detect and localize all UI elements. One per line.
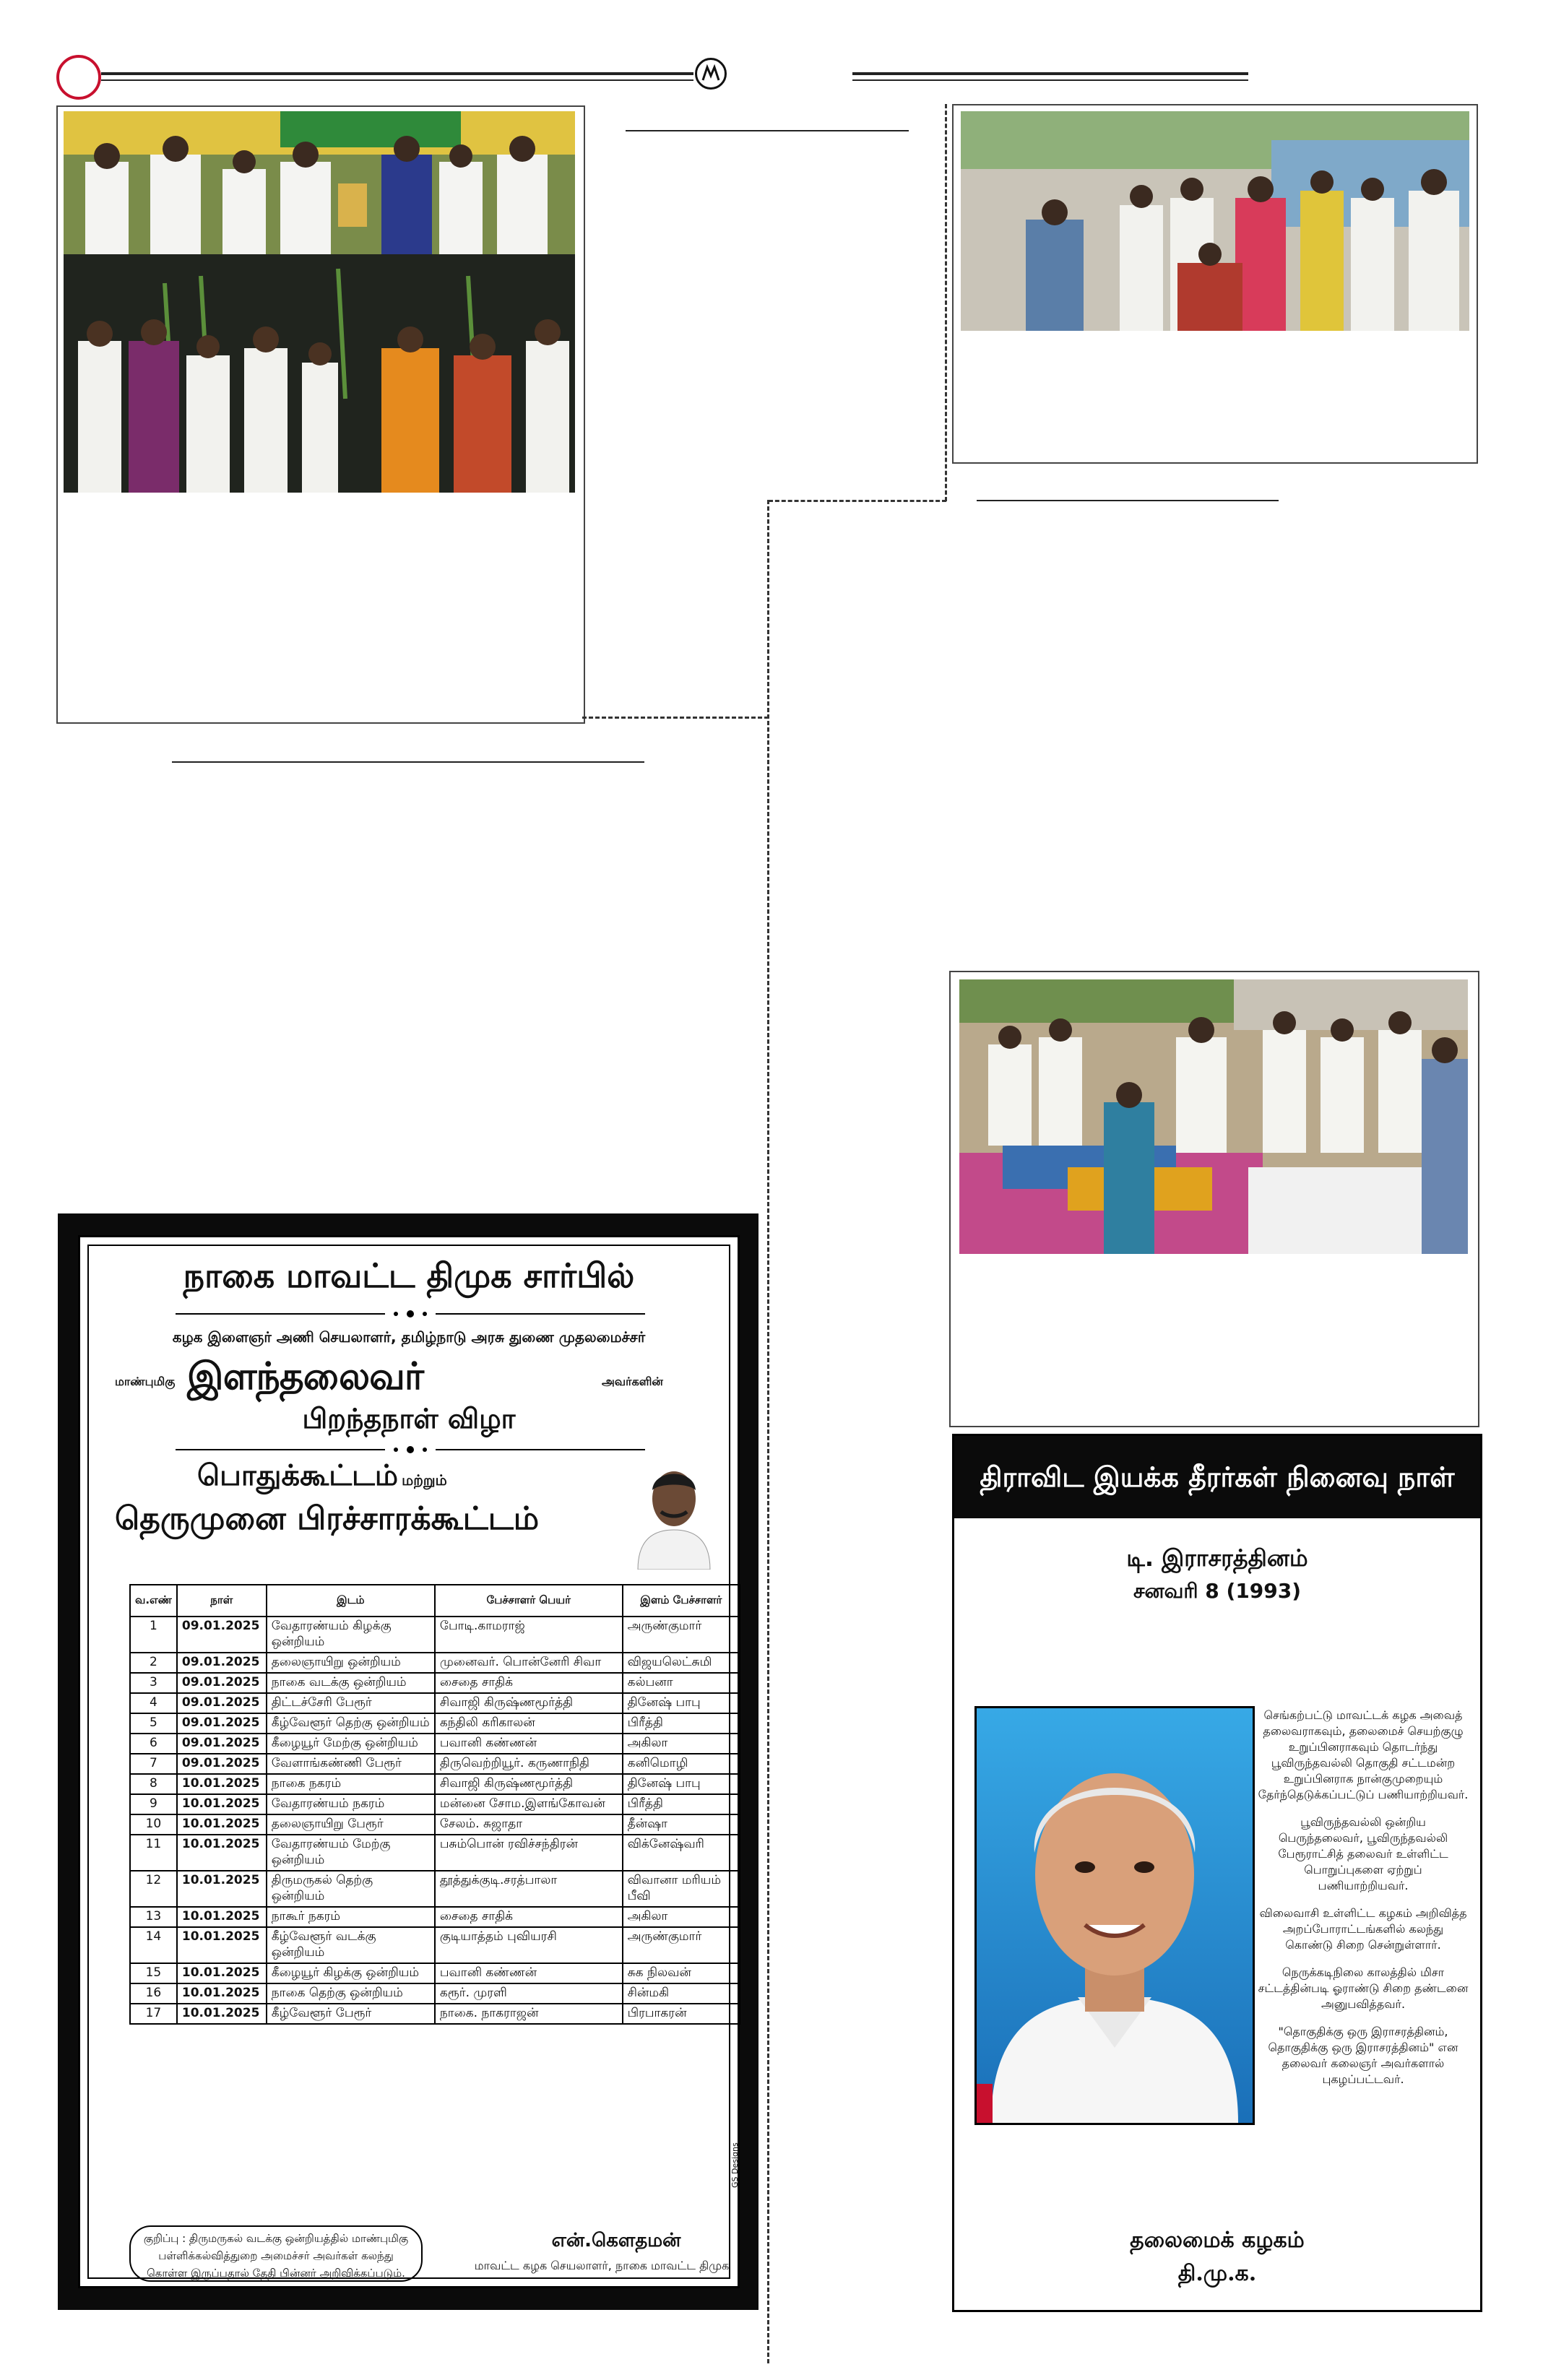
memorial-portrait: [974, 1706, 1255, 2125]
schedule-cell-sno: 17: [130, 2004, 177, 2024]
schedule-cell-young-speaker: தினேஷ் பாபு: [623, 1693, 740, 1713]
schedule-cell-sno: 13: [130, 1907, 177, 1927]
memorial-bio: [1258, 1708, 1469, 2099]
schedule-cell-speaker: திருவெற்றியூர். கருணாநிதி: [435, 1754, 623, 1774]
schedule-cell-sno: 14: [130, 1927, 177, 1963]
schedule-cell-speaker: முனைவர். பொன்னேரி சிவா: [435, 1653, 623, 1673]
schedule-cell-place: நாகூர் நகரம்: [267, 1907, 435, 1927]
memorial-footer-line2: தி.மு.க.: [1177, 2261, 1257, 2286]
schedule-cell-place: தலைஞாயிறு ஒன்றியம்: [267, 1653, 435, 1673]
schedule-row: [130, 1927, 740, 1963]
headline-rule-right-mid: [977, 500, 1279, 501]
advert-leader-suffix: அவர்களின்: [602, 1375, 663, 1388]
advert-meeting-and: மற்றும்: [402, 1471, 447, 1489]
schedule-cell-place: கீழையூர் மேற்கு ஒன்றியம்: [267, 1734, 435, 1754]
schedule-cell-sno: 11: [130, 1835, 177, 1871]
memorial-bio-para-3: விலைவாசி உள்ளிட்ட கழகம் அறிவித்த அறப்போராட்டங்களில் கலந்து கொண்டு சிறை சென்றுள்ளார்.: [1259, 1906, 1467, 1952]
schedule-cell-young-speaker: பிரீத்தி: [623, 1794, 740, 1814]
schedule-cell-speaker: நாகை. நாகராஜன்: [435, 2004, 623, 2024]
schedule-cell-sno: 1: [130, 1617, 177, 1653]
advert-leader-name: இளந்தலைவர்: [187, 1354, 424, 1398]
memorial-bio-para-2: பூவிருந்தவல்லி ஒன்றிய பெருந்தலைவர், பூவிருந்தவல்லி பேரூராட்சித் தலைவர் உள்ளிட்ட பொறுப்புகளை ஏற்றுப் பணியாற்றியவர்.: [1278, 1815, 1448, 1892]
schedule-body: [130, 1617, 740, 2024]
schedule-cell-speaker: சைதை சாதிக்: [435, 1907, 623, 1927]
schedule-cell-date: 10.01.2025: [177, 1983, 267, 2004]
schedule-cell-speaker: பவானி கண்ணன்: [435, 1963, 623, 1983]
schedule-cell-place: கீழ்வேளூர் தெற்கு ஒன்றியம்: [267, 1713, 435, 1734]
schedule-cell-place: வேளாங்கண்ணி பேரூர்: [267, 1754, 435, 1774]
advert-portrait: [631, 1454, 717, 1570]
schedule-cell-speaker: தூத்துக்குடி.சரத்பாலா: [435, 1871, 623, 1907]
schedule-cell-place: திருமருகல் தெற்கு ஒன்றியம்: [267, 1871, 435, 1907]
schedule-cell-young-speaker: கனிமொழி: [623, 1754, 740, 1774]
col-header-young-speaker: இளம் பேச்சாளர்: [623, 1585, 740, 1617]
schedule-cell-young-speaker: பிரபாகரன்: [623, 2004, 740, 2024]
schedule-cell-young-speaker: விவானா மரியம் பீவி: [623, 1871, 740, 1907]
schedule-cell-speaker: கந்திலி கரிகாலன்: [435, 1713, 623, 1734]
schedule-cell-speaker: பசும்பொன் ரவிச்சந்திரன்: [435, 1835, 623, 1871]
advert-occasion: பிறந்தநாள் விழா: [302, 1402, 516, 1435]
masthead-rule-left-thin: [101, 79, 693, 81]
photo-box-mid-right: [949, 971, 1479, 1427]
advert-signatory-name: என்.கௌதமன்: [551, 2230, 681, 2251]
memorial-name: டி. இராசரத்தினம்: [1126, 1544, 1308, 1572]
advert-ornament-top: [176, 1308, 645, 1320]
schedule-cell-young-speaker: கல்பனா: [623, 1673, 740, 1693]
schedule-cell-sno: 12: [130, 1871, 177, 1907]
schedule-cell-sno: 16: [130, 1983, 177, 2004]
schedule-cell-date: 10.01.2025: [177, 1927, 267, 1963]
schedule-cell-young-speaker: விக்னேஷ்வரி: [623, 1835, 740, 1871]
schedule-cell-date: 10.01.2025: [177, 1871, 267, 1907]
schedule-cell-date: 10.01.2025: [177, 1835, 267, 1871]
schedule-cell-speaker: பவானி கண்ணன்: [435, 1734, 623, 1754]
schedule-cell-place: கீழ்வேளூர் பேரூர்: [267, 2004, 435, 2024]
schedule-cell-place: கீழ்வேளூர் வடக்கு ஒன்றியம்: [267, 1927, 435, 1963]
schedule-cell-young-speaker: அருண்குமார்: [623, 1927, 740, 1963]
advert-campaign: தெருமுனை பிரச்சாரக்கூட்டம்: [115, 1500, 540, 1537]
schedule-cell-sno: 2: [130, 1653, 177, 1673]
schedule-cell-place: தலைஞாயிறு பேரூர்: [267, 1814, 435, 1835]
schedule-cell-date: 09.01.2025: [177, 1617, 267, 1653]
schedule-cell-sno: 9: [130, 1794, 177, 1814]
schedule-row: [130, 1835, 740, 1871]
schedule-cell-date: 10.01.2025: [177, 1774, 267, 1794]
headline-rule-left-mid: [172, 761, 644, 763]
col-header-place: இடம்: [267, 1585, 435, 1617]
schedule-cell-place: வேதாரண்யம் மேற்கு ஒன்றியம்: [267, 1835, 435, 1871]
schedule-cell-sno: 7: [130, 1754, 177, 1774]
schedule-cell-place: கீழையூர் கிழக்கு ஒன்றியம்: [267, 1963, 435, 1983]
schedule-cell-date: 09.01.2025: [177, 1673, 267, 1693]
masthead-rule-right: [852, 72, 1248, 75]
photo-box-top-left: [56, 105, 585, 724]
schedule-row: [130, 1617, 740, 1653]
column-separator-top: [945, 104, 947, 501]
schedule-cell-sno: 15: [130, 1963, 177, 1983]
photo-box-top-right: [952, 104, 1478, 464]
column-separator-main: [767, 500, 769, 2363]
schedule-cell-young-speaker: அகிலா: [623, 1907, 740, 1927]
advert-meeting: பொதுக்கூட்டம்: [197, 1458, 399, 1492]
photo-medical-camp: [961, 111, 1469, 331]
schedule-cell-young-speaker: தீன்ஷா: [623, 1814, 740, 1835]
schedule-cell-young-speaker: தினேஷ் பாபு: [623, 1774, 740, 1794]
advert-honorific: மாண்புமிகு: [115, 1375, 176, 1388]
advert-inner-frame: [87, 1245, 740, 2280]
memorial-notice: [952, 1434, 1482, 2312]
schedule-row: [130, 1734, 740, 1754]
schedule-cell-speaker: குடியாத்தம் புவியரசி: [435, 1927, 623, 1963]
photo-award-ceremony: [64, 111, 575, 254]
schedule-cell-date: 10.01.2025: [177, 1907, 267, 1927]
page-number-badge: [56, 55, 101, 100]
schedule-cell-sno: 5: [130, 1713, 177, 1734]
schedule-cell-place: நாகை நகரம்: [267, 1774, 435, 1794]
col-header-speaker: பேச்சாளர் பெயர்: [435, 1585, 623, 1617]
schedule-cell-young-speaker: அருண்குமார்: [623, 1617, 740, 1653]
schedule-row: [130, 1871, 740, 1907]
schedule-cell-sno: 6: [130, 1734, 177, 1754]
schedule-header-row: [130, 1585, 740, 1617]
schedule-row: [130, 1673, 740, 1693]
schedule-cell-place: நாகை வடக்கு ஒன்றியம்: [267, 1673, 435, 1693]
schedule-row: [130, 1983, 740, 2004]
masthead-rule-right-thin: [852, 79, 1248, 81]
memorial-header-bar: [954, 1436, 1480, 1518]
advert-title: நாகை மாவட்ட திமுக சார்பில்: [183, 1256, 635, 1295]
schedule-cell-place: நாகை தெற்கு ஒன்றியம்: [267, 1983, 435, 2004]
party-emblem-icon: [695, 58, 727, 90]
advert-note: குறிப்பு : திருமருகல் வடக்கு ஒன்றியத்தில் மாண்புமிகு பள்ளிக்கல்வித்துறை அமைச்சர் அவர்கள் கலந்து கொள்ள இருப்பதால் தேதி பின்னர் அறிவிக்கப்படும்.: [129, 2225, 423, 2282]
column-separator-left-step: [582, 717, 769, 719]
advert-meeting-line: [197, 1458, 447, 1496]
schedule-cell-young-speaker: சின்மகி: [623, 1983, 740, 2004]
schedule-cell-young-speaker: விஜயலெட்சுமி: [623, 1653, 740, 1673]
schedule-row: [130, 1963, 740, 1983]
schedule-cell-date: 10.01.2025: [177, 1814, 267, 1835]
designer-credit: GS Designs: [730, 2142, 740, 2188]
schedule-cell-date: 09.01.2025: [177, 1754, 267, 1774]
advert-frame: [78, 1235, 740, 2288]
schedule-cell-place: திட்டச்சேரி பேரூர்: [267, 1693, 435, 1713]
birthday-event-advert: [58, 1213, 758, 2310]
schedule-cell-sno: 4: [130, 1693, 177, 1713]
schedule-row: [130, 1754, 740, 1774]
advert-leader-line: [89, 1354, 729, 1398]
schedule-row: [130, 1794, 740, 1814]
memorial-date: சனவரி 8 (1993): [1133, 1579, 1302, 1603]
schedule-row: [130, 1907, 740, 1927]
schedule-cell-date: 10.01.2025: [177, 2004, 267, 2024]
schedule-cell-date: 09.01.2025: [177, 1653, 267, 1673]
schedule-cell-speaker: கரூர். முரளி: [435, 1983, 623, 2004]
photo-pongal-celebration: [64, 254, 575, 493]
schedule-cell-speaker: மன்னை சோம.இளங்கோவன்: [435, 1794, 623, 1814]
schedule-cell-date: 09.01.2025: [177, 1693, 267, 1713]
schedule-cell-sno: 3: [130, 1673, 177, 1693]
memorial-header: திராவிட இயக்க தீரர்கள் நினைவு நாள்: [980, 1461, 1455, 1493]
schedule-cell-speaker: சிவாஜி கிருஷ்ணமூர்த்தி: [435, 1774, 623, 1794]
headline-rule-top-center: [626, 130, 909, 131]
memorial-bio-para-1: செங்கற்பட்டு மாவட்டக் கழக அவைத் தலைவராகவும், தலைமைச் செயற்குழு உறுப்பினராகவும் தொடர்ந்து பூவிருந்தவல்லி தொகுதி சட்டமன்ற உறுப்பினராக நான்குமுறையும் தேர்ந்தெடுக்கப்பட்டுப் பணியாற்றியவர்.: [1258, 1708, 1469, 1801]
column-separator-step: [769, 500, 946, 502]
schedule-row: [130, 1713, 740, 1734]
schedule-row: [130, 1653, 740, 1673]
col-header-date: நாள்: [177, 1585, 267, 1617]
memorial-footer-line1: தலைமைக் கழகம்: [1130, 2228, 1305, 2253]
schedule-cell-speaker: போடி.காமராஜ்: [435, 1617, 623, 1653]
schedule-row: [130, 1814, 740, 1835]
schedule-cell-sno: 10: [130, 1814, 177, 1835]
schedule-row: [130, 1774, 740, 1794]
schedule-cell-date: 09.01.2025: [177, 1734, 267, 1754]
speaker-schedule-table: [129, 1584, 740, 2025]
schedule-cell-speaker: சேலம். சுஜாதா: [435, 1814, 623, 1835]
advert-subtitle: கழக இளைஞர் அணி செயலாளர், தமிழ்நாடு அரசு துணை முதலமைச்சர்: [172, 1328, 646, 1346]
memorial-bio-para-5: "தொகுதிக்கு ஒரு இராசரத்தினம், தொகுதிக்கு ஒரு இராசரத்தினம்" என தலைவர் கலைஞர் அவர்களால் புகழப்பட்டவர்.: [1268, 2025, 1458, 2086]
schedule-cell-young-speaker: அகிலா: [623, 1734, 740, 1754]
schedule-cell-young-speaker: பிரீத்தி: [623, 1713, 740, 1734]
schedule-cell-place: வேதாரண்யம் கிழக்கு ஒன்றியம்: [267, 1617, 435, 1653]
schedule-cell-date: 09.01.2025: [177, 1713, 267, 1734]
schedule-cell-speaker: சிவாஜி கிருஷ்ணமூர்த்தி: [435, 1693, 623, 1713]
advert-signatory-title: மாவட்ட கழக செயலாளர், நாகை மாவட்ட திமுக: [474, 2259, 730, 2272]
advert-ornament-mid: [176, 1444, 645, 1455]
schedule-row: [130, 2004, 740, 2024]
schedule-cell-place: வேதாரண்யம் நகரம்: [267, 1794, 435, 1814]
photo-welfare-distribution: [959, 979, 1468, 1254]
memorial-bio-para-4: நெருக்கடிநிலை காலத்தில் மிசா சட்டத்தின்படி ஓராண்டு சிறை தண்டனை அனுபவித்தவர்.: [1258, 1965, 1469, 2011]
col-header-sno: வ.எண்: [130, 1585, 177, 1617]
schedule-row: [130, 1693, 740, 1713]
schedule-cell-young-speaker: சுக நிலவன்: [623, 1963, 740, 1983]
masthead-rule-left: [101, 72, 693, 75]
schedule-cell-date: 10.01.2025: [177, 1794, 267, 1814]
schedule-cell-sno: 8: [130, 1774, 177, 1794]
schedule-cell-speaker: சைதை சாதிக்: [435, 1673, 623, 1693]
schedule-cell-date: 10.01.2025: [177, 1963, 267, 1983]
